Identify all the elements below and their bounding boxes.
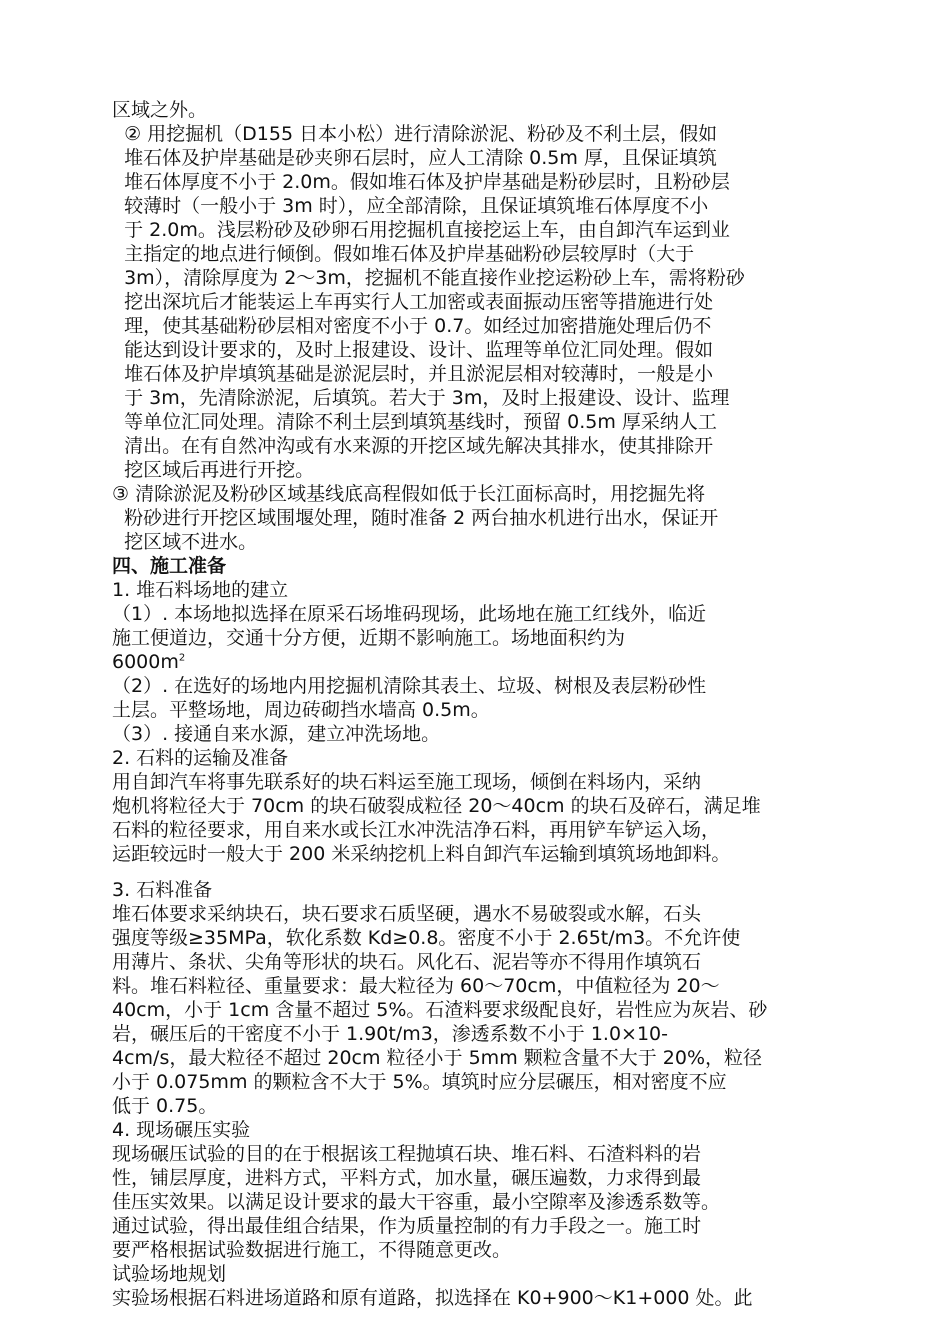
text-line: 性，铺层厚度，进料方式，平料方式，加水量，碾压遍数，力求得到最 [112, 1167, 702, 1189]
text-line: 挖区域不进水。 [112, 531, 258, 553]
text-line: 于 2.0m。浅层粉砂及砂卵石用挖掘机直接挖运上车，由自卸汽车运到业 [112, 219, 730, 241]
text-line: ② 用挖掘机（D155 日本小松）进行清除淤泥、粉砂及不利土层，假如 [112, 123, 718, 145]
text-line: 低于 0.75。 [112, 1095, 218, 1117]
text-line: 粉砂进行开挖区域围堰处理，随时准备 2 两台抽水机进行出水，保证开 [112, 507, 719, 529]
subsection-heading: 4. 现场碾压实验 [112, 1119, 251, 1141]
text-line: 实验场根据石料进场道路和原有道路，拟选择在 K0+900～K1+000 处。此 [112, 1287, 753, 1309]
text-line: 3m），清除厚度为 2～3m，挖掘机不能直接作业挖运粉砂上车，需将粉砂 [112, 267, 745, 289]
text-line: 理，使其基础粉砂层相对密度不小于 0.7。如经过加密措施处理后仍不 [112, 315, 712, 337]
text-line: 强度等级≥35MPa，软化系数 Kd≥0.8。密度不小于 2.65t/m3。不允许使 [112, 927, 741, 949]
text-line: 用自卸汽车将事先联系好的块石料运至施工现场，倾倒在料场内，采纳 [112, 771, 702, 793]
text-line: 堆石体及护岸基础是砂夹卵石层时，应人工清除 0.5m 厚，且保证填筑 [112, 147, 717, 169]
subsection-heading: 1. 堆石料场地的建立 [112, 579, 289, 601]
text-line: 要严格根据试验数据进行施工，不得随意更改。 [112, 1239, 512, 1261]
text-line: 较薄时（一般小于 3m 时），应全部清除，且保证填筑堆石体厚度不小 [112, 195, 709, 217]
text-line: （2）. 在选好的场地内用挖掘机清除其表土、垃圾、树根及表层粉砂性 [112, 675, 707, 697]
text-line: 挖区域后再进行开挖。 [112, 459, 315, 481]
text-line: 炮机将粒径大于 70cm 的块石破裂成粒径 20～40cm 的块石及碎石，满足堆 [112, 795, 761, 817]
text-line: 施工便道边，交通十分方便，近期不影响施工。场地面积约为 [112, 627, 626, 649]
text-line: 于 3m，先清除淤泥，后填筑。若大于 3m，及时上报建设、设计、监理 [112, 387, 730, 409]
text-line: 用薄片、条状、尖角等形状的块石。风化石、泥岩等亦不得用作填筑石 [112, 951, 702, 973]
subsection-heading: 2. 石料的运输及准备 [112, 747, 289, 769]
text-line: ③ 清除淤泥及粉砂区域基线底高程假如低于长江面标高时，用挖掘先将 [112, 483, 706, 505]
subsection-heading: 3. 石料准备 [112, 879, 213, 901]
area-superscript: 2 [178, 652, 186, 664]
text-line: 清出。在有自然冲沟或有水来源的开挖区域先解决其排水，使其排除开 [112, 435, 714, 457]
text-line: 现场碾压试验的目的在于根据该工程抛填石块、堆石料、石渣料料的岩 [112, 1143, 702, 1165]
text-line: 通过试验，得出最佳组合结果，作为质量控制的有力手段之一。施工时 [112, 1215, 702, 1237]
text-line: 岩，碾压后的干密度不小于 1.90t/m3，渗透系数不小于 1.0×10- [112, 1023, 669, 1045]
text-line: 区域之外。 [112, 99, 208, 121]
text-line [112, 650, 185, 674]
text-line: 佳压实效果。以满足设计要求的最大干容重，最小空隙率及渗透系数等。 [112, 1191, 721, 1213]
subsection-heading: 试验场地规划 [112, 1263, 227, 1285]
text-line: 小于 0.075mm 的颗粒含不大于 5%。填筑时应分层碾压，相对密度不应 [112, 1071, 727, 1093]
text-line: 运距较远时一般大于 200 米采纳挖机上料自卸汽车运输到填筑场地卸料。 [112, 843, 731, 865]
text-line: 料。堆石料粒径、重量要求：最大粒径为 60～70cm，中值粒径为 20～ [112, 975, 720, 997]
text-line: 堆石体及护岸填筑基础是淤泥层时，并且淤泥层相对较薄时，一般是小 [112, 363, 714, 385]
text-line: 石料的粒径要求，用自来水或长江水冲洗洁净石料，再用铲车铲运入场， [112, 819, 721, 841]
text-line: （3）. 接通自来水源，建立冲洗场地。 [112, 723, 441, 745]
area-value: 6000m [112, 651, 179, 673]
text-line: （1）. 本场地拟选择在原采石场堆码现场，此场地在施工红线外，临近 [112, 603, 707, 625]
text-line: 土层。平整场地，周边砖砌挡水墙高 0.5m。 [112, 699, 490, 721]
text-line: 40cm，小于 1cm 含量不超过 5%。石渣料要求级配良好，岩性应为灰岩、砂 [112, 999, 768, 1021]
text-line: 堆石体要求采纳块石，块石要求石质坚硬，遇水不易破裂或水解，石头 [112, 903, 702, 925]
text-line: 主指定的地点进行倾倒。假如堆石体及护岸基础粉砂层较厚时（大于 [112, 243, 695, 265]
text-line: 堆石体厚度不小于 2.0m。假如堆石体及护岸基础是粉砂层时，且粉砂层 [112, 171, 730, 193]
text-line: 挖出深坑后才能装运上车再实行人工加密或表面振动压密等措施进行处 [112, 291, 714, 313]
text-line: 等单位汇同处理。清除不利土层到填筑基线时，预留 0.5m 厚采纳人工 [112, 411, 717, 433]
section-heading: 四、施工准备 [112, 555, 227, 577]
text-line: 能达到设计要求的，及时上报建设、设计、监理等单位汇同处理。假如 [112, 339, 714, 361]
text-line: 4cm/s，最大粒径不超过 20cm 粒径小于 5mm 颗粒含量不大于 20%，粒径 [112, 1047, 763, 1069]
